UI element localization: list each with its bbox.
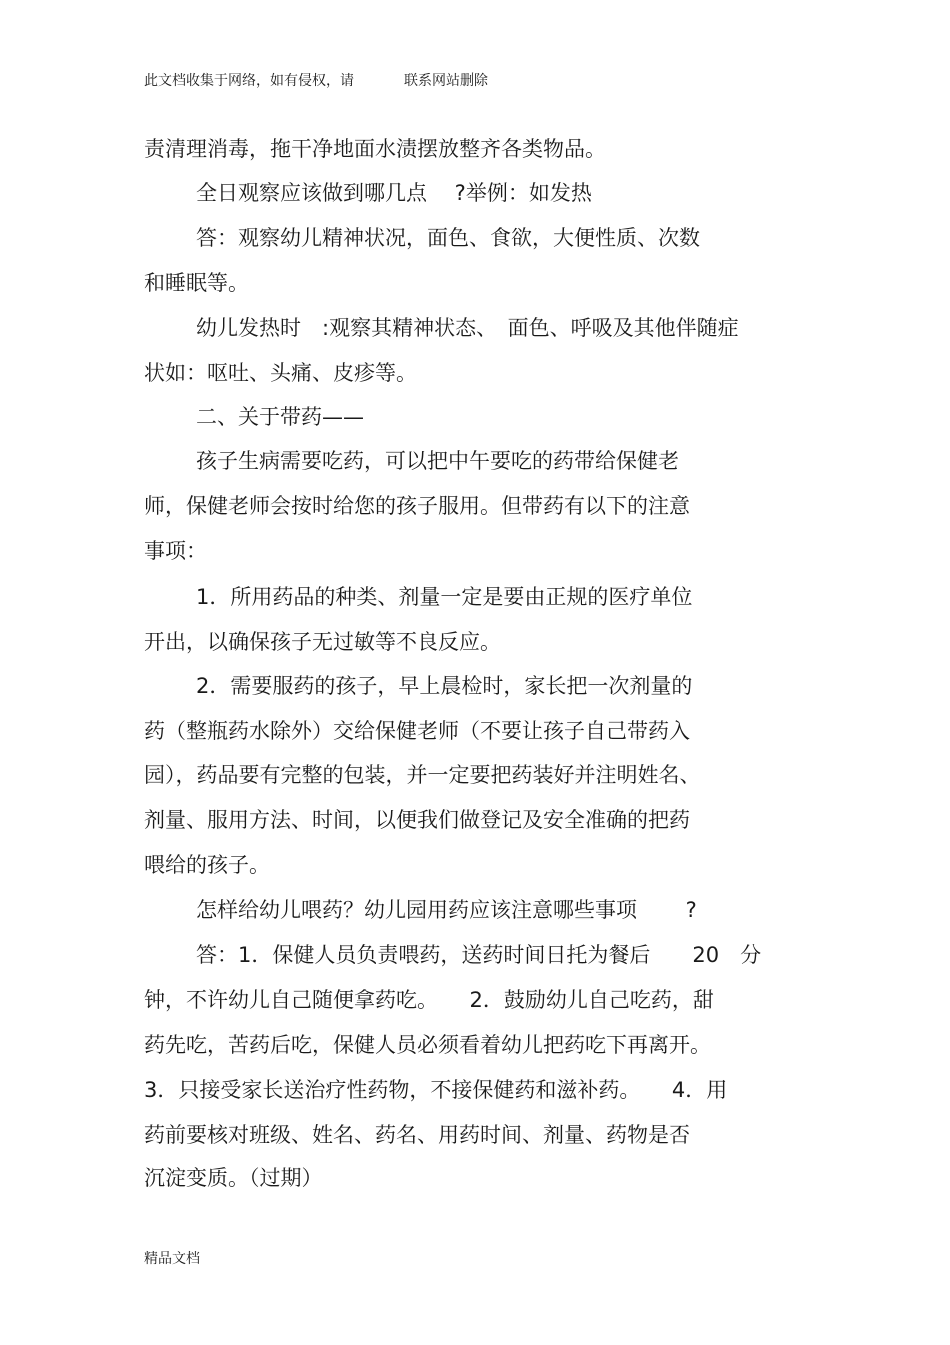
text-line: 状如：呕吐、头痛、皮疹等。 <box>144 361 417 385</box>
text-line: 药前要核对班级、姓名、药名、用药时间、剂量、药物是否 <box>144 1123 690 1147</box>
text-line: 师，保健老师会按时给您的孩子服用。但带药有以下的注意 <box>144 494 690 518</box>
text-line: 园），药品要有完整的包装，并一定要把药装好并注明姓名、 <box>144 763 701 787</box>
text-line: 药先吃，苦药后吃，保健人员必须看着幼儿把药吃下再离开。 <box>144 1033 711 1057</box>
text-line: 开出，以确保孩子无过敏等不良反应。 <box>144 630 501 654</box>
text-line: 和睡眠等。 <box>144 271 249 295</box>
text-line: 药（整瓶药水除外）交给保健老师（不要让孩子自己带药入 <box>144 719 690 743</box>
text-line: 沉淀变质。（过期） <box>144 1166 323 1190</box>
text-line: 幼儿发热时 :观察其精神状态、 面色、呼吸及其他伴随症 <box>196 316 739 340</box>
text-line: 1．所用药品的种类、剂量一定是要由正规的医疗单位 <box>196 585 693 609</box>
text-line: 全日观察应该做到哪几点 ?举例：如发热 <box>196 181 592 205</box>
text-line: 喂给的孩子。 <box>144 853 270 877</box>
text-line: 责清理消毒，拖干净地面水渍摆放整齐各类物品。 <box>144 137 606 161</box>
text-line: 二、关于带药—— <box>196 405 364 429</box>
text-line: 2．需要服药的孩子，早上晨检时，家长把一次剂量的 <box>196 674 693 698</box>
footer-text: 精品文档 <box>144 1251 200 1267</box>
text-line: 答：观察幼儿精神状况，面色、食欲，大便性质、次数 <box>196 226 700 250</box>
text-line: 3．只接受家长送治疗性药物，不接保健药和滋补药。 4．用 <box>144 1078 728 1102</box>
text-line: 剂量、服用方法、时间，以便我们做登记及安全准确的把药 <box>144 808 690 832</box>
text-line: 怎样给幼儿喂药？幼儿园用药应该注意哪些事项 ? <box>196 898 697 922</box>
text-line: 事项： <box>144 539 207 563</box>
text-line: 孩子生病需要吃药，可以把中午要吃的药带给保健老 <box>196 449 679 473</box>
text-line: 答：1．保健人员负责喂药，送药时间日托为餐后 20 分 <box>196 943 762 967</box>
header-left: 此文档收集于网络，如有侵权，请 <box>144 73 354 89</box>
text-line: 钟，不许幼儿自己随便拿药吃。 2．鼓励幼儿自己吃药，甜 <box>144 988 714 1012</box>
header-right: 联系网站删除 <box>404 73 488 89</box>
